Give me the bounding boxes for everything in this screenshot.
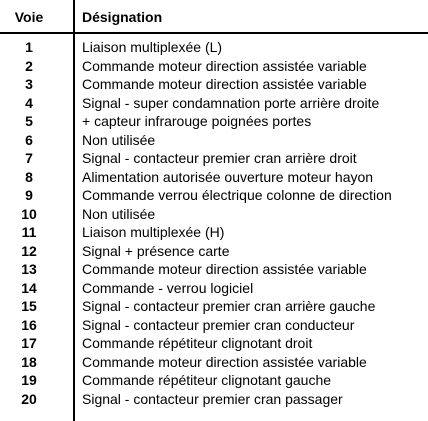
voie-number: 3 bbox=[25, 76, 33, 92]
voie-number: 18 bbox=[21, 353, 37, 370]
designation-text: Commande répétiteur clignotant droit bbox=[82, 335, 313, 351]
table-row bbox=[0, 112, 428, 131]
voie-number: 2 bbox=[25, 57, 33, 74]
designation-text: Non utilisée bbox=[82, 205, 156, 222]
designation-text: Signal - super condamnation porte arrière droite bbox=[82, 94, 380, 111]
designation-text: Commande - verrou logiciel bbox=[82, 279, 254, 296]
table-row bbox=[0, 371, 428, 390]
designation-text: + capteur infrarouge poignées portes bbox=[82, 113, 312, 129]
table-row bbox=[0, 316, 428, 335]
voie-number: 9 bbox=[25, 187, 33, 203]
designation-text: Alimentation autorisée ouverture moteur hayon bbox=[82, 168, 374, 185]
table-row bbox=[0, 38, 428, 57]
table-row bbox=[0, 131, 428, 150]
designation-text: Commande verrou électrique colonne de direction bbox=[82, 187, 392, 203]
designation-text: Signal - contacteur premier cran arrière gauche bbox=[82, 298, 376, 314]
table-row bbox=[0, 205, 428, 224]
table-row bbox=[0, 168, 428, 187]
voie-number: 20 bbox=[21, 390, 37, 407]
header-divider bbox=[0, 32, 428, 34]
header-designation: Désignation bbox=[82, 9, 163, 25]
designation-text: Commande répétiteur clignotant gauche bbox=[82, 372, 332, 388]
table-row bbox=[0, 279, 428, 298]
voie-number: 15 bbox=[21, 298, 37, 314]
voie-number: 17 bbox=[21, 335, 37, 351]
voie-number: 4 bbox=[25, 94, 33, 111]
voie-number: 5 bbox=[25, 113, 33, 129]
designation-text: Commande moteur direction assistée variable bbox=[82, 57, 367, 74]
table-body bbox=[0, 38, 428, 408]
designation-text: Liaison multiplexée (H) bbox=[82, 224, 225, 240]
table-row bbox=[0, 242, 428, 261]
voie-number: 12 bbox=[21, 242, 37, 259]
table-row bbox=[0, 353, 428, 372]
table-row bbox=[0, 297, 428, 316]
designation-text: Non utilisée bbox=[82, 131, 156, 148]
designation-text: Commande moteur direction assistée variable bbox=[82, 353, 367, 370]
designation-text: Signal + présence carte bbox=[82, 242, 230, 259]
table-row bbox=[0, 57, 428, 76]
table-row bbox=[0, 390, 428, 409]
designation-text: Signal - contacteur premier cran arrière droit bbox=[82, 150, 357, 166]
voie-number: 6 bbox=[25, 131, 33, 148]
voie-number: 14 bbox=[21, 279, 37, 296]
designation-text: Signal - contacteur premier cran conducteur bbox=[82, 316, 355, 333]
voie-number: 16 bbox=[21, 316, 37, 333]
table-row bbox=[0, 149, 428, 168]
voie-number: 10 bbox=[21, 205, 37, 222]
table-row bbox=[0, 186, 428, 205]
table-row bbox=[0, 260, 428, 279]
table-row bbox=[0, 94, 428, 113]
designation-text: Commande moteur direction assistée variable bbox=[82, 261, 367, 277]
voie-number: 19 bbox=[21, 372, 37, 388]
header-voie: Voie bbox=[14, 9, 44, 25]
table-row bbox=[0, 223, 428, 242]
voie-number: 11 bbox=[21, 224, 37, 240]
table-row bbox=[0, 334, 428, 353]
designation-text: Signal - contacteur premier cran passager bbox=[82, 390, 343, 407]
designation-text: Commande moteur direction assistée variable bbox=[82, 76, 367, 92]
voie-number: 13 bbox=[21, 261, 37, 277]
table-row bbox=[0, 75, 428, 94]
designation-text: Liaison multiplexée (L) bbox=[82, 39, 223, 55]
voie-number: 7 bbox=[25, 150, 33, 166]
voie-number: 1 bbox=[25, 39, 33, 55]
voie-number: 8 bbox=[25, 168, 33, 185]
